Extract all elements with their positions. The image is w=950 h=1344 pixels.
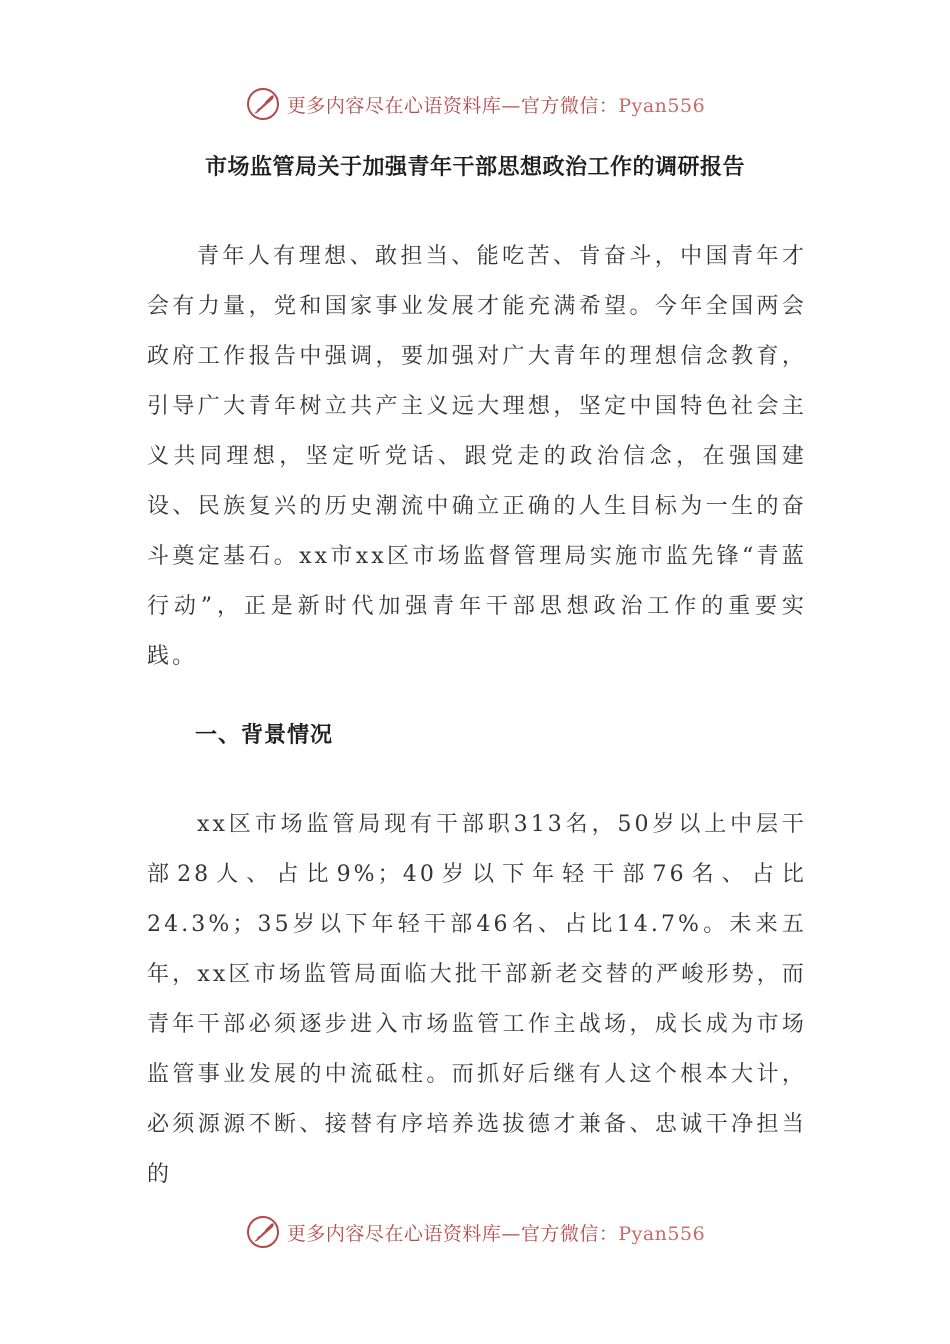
watermark-text: 更多内容尽在心语资料库—官方微信：	[286, 94, 619, 117]
section-heading: 一、背景情况	[195, 723, 334, 748]
watermark-text: 更多内容尽在心语资料库—官方微信：	[286, 1222, 619, 1245]
intro-paragraph: 青年人有理想、敢担当、能吃苦、肯奋斗，中国青年才会有力量，党和国家事业发展才能充满希望。今年全国两会政府工作报告中强调，要加强对广大青年的理想信念教育，引导广大青年树立共产主义远大理想，坚定中国特色社会主义共同理想，坚定听党话、跟党走的政治信念，在强国建设、民族复兴的历史潮流中确立正确的人生目标为一生的奋斗奠定基石。xx市xx区市场监督管理局实施市监先锋“青蓝行动”，正是新时代加强青年干部思想政治工作的重要实践。	[147, 244, 807, 669]
quill-logo-icon	[245, 1214, 281, 1250]
watermark-banner-bottom	[0, 1210, 950, 1254]
quill-logo-icon	[245, 86, 281, 122]
document-title: 市场监管局关于加强青年干部思想政治工作的调研报告	[204, 155, 745, 180]
watermark-banner-top	[0, 82, 950, 126]
watermark-wechat-id: Pyan556	[618, 94, 706, 117]
watermark-wechat-id: Pyan556	[618, 1222, 706, 1245]
section-paragraph: xx区市场监管局现有干部职313名，50岁以上中层干部28人、占比9%；40岁以下年轻干部76名、占比24.3%；35岁以下年轻干部46名、占比14.7%。未来五年，xx区市场监管局面临大批干部新老交替的严峻形势，而青年干部必须逐步进入市场监管工作主战场，成长成为市场监管事业发展的中流砥柱。而抓好后继有人这个根本大计，必须源源不断、接替有序培养选拔德才兼备、忠诚干净担当的	[147, 812, 807, 1187]
